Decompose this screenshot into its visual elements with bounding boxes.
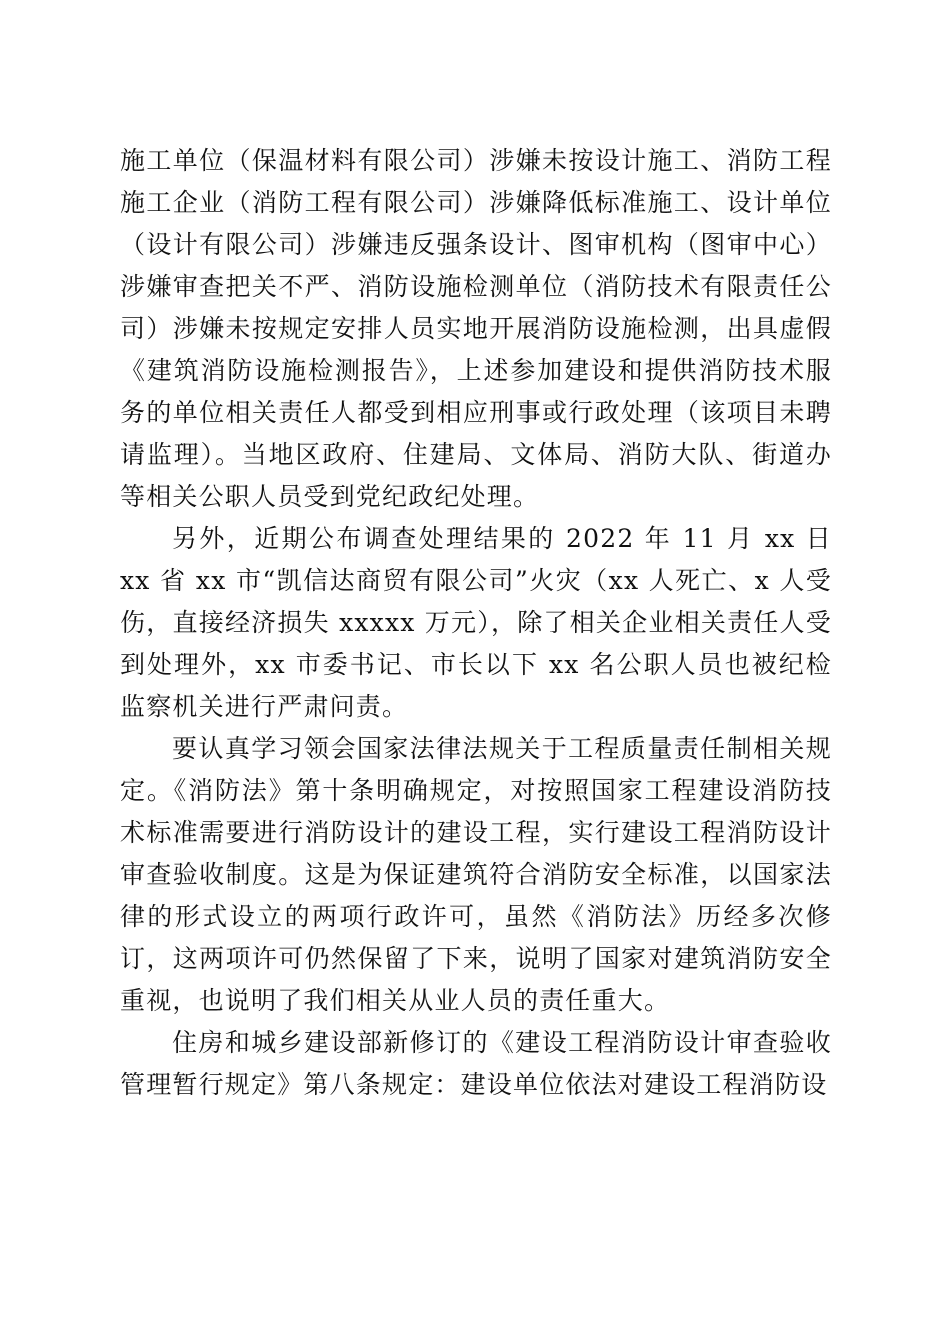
document-body [120,140,832,1106]
paragraph-4: 住房和城乡建设部新修订的《建设工程消防设计审查验收管理暂行规定》第八条规定：建设单位依法对建设工程消防设 [120,1028,832,1099]
paragraph-3: 要认真学习领会国家法律法规关于工程质量责任制相关规定。《消防法》第十条明确规定，对按照国家工程建设消防技术标准需要进行消防设计的建设工程，实行建设工程消防设计审查验收制度。这是为保证建筑符合消防安全标准，以国家法律的形式设立的两项行政许可，虽然《消防法》历经多次修订，这两项许可仍然保留了下来，说明了国家对建筑消防安全重视，也说明了我们相关从业人员的责任重大。 [120,734,832,1015]
paragraph-2: 另外，近期公布调查处理结果的 2022 年 11 月 xx 日 xx 省 xx 市“凯信达商贸有限公司”火灾（xx 人死亡、x 人受伤，直接经济损失 xxxxx 万元），除了相关企业相关责任人受到处理外，xx 市委书记、市长以下 xx 名公职人员也被纪检监察机关进行严肃问责。 [120,524,832,721]
paragraph-1: 施工单位（保温材料有限公司）涉嫌未按设计施工、消防工程施工企业（消防工程有限公司）涉嫌降低标准施工、设计单位（设计有限公司）涉嫌违反强条设计、图审机构（图审中心）涉嫌审查把关不严、消防设施检测单位（消防技术有限责任公司）涉嫌未按规定安排人员实地开展消防设施检测，出具虚假《建筑消防设施检测报告》，上述参加建设和提供消防技术服务的单位相关责任人都受到相应刑事或行政处理（该项目未聘请监理）。当地区政府、住建局、文体局、消防大队、街道办等相关公职人员受到党纪政纪处理。 [120,146,832,511]
